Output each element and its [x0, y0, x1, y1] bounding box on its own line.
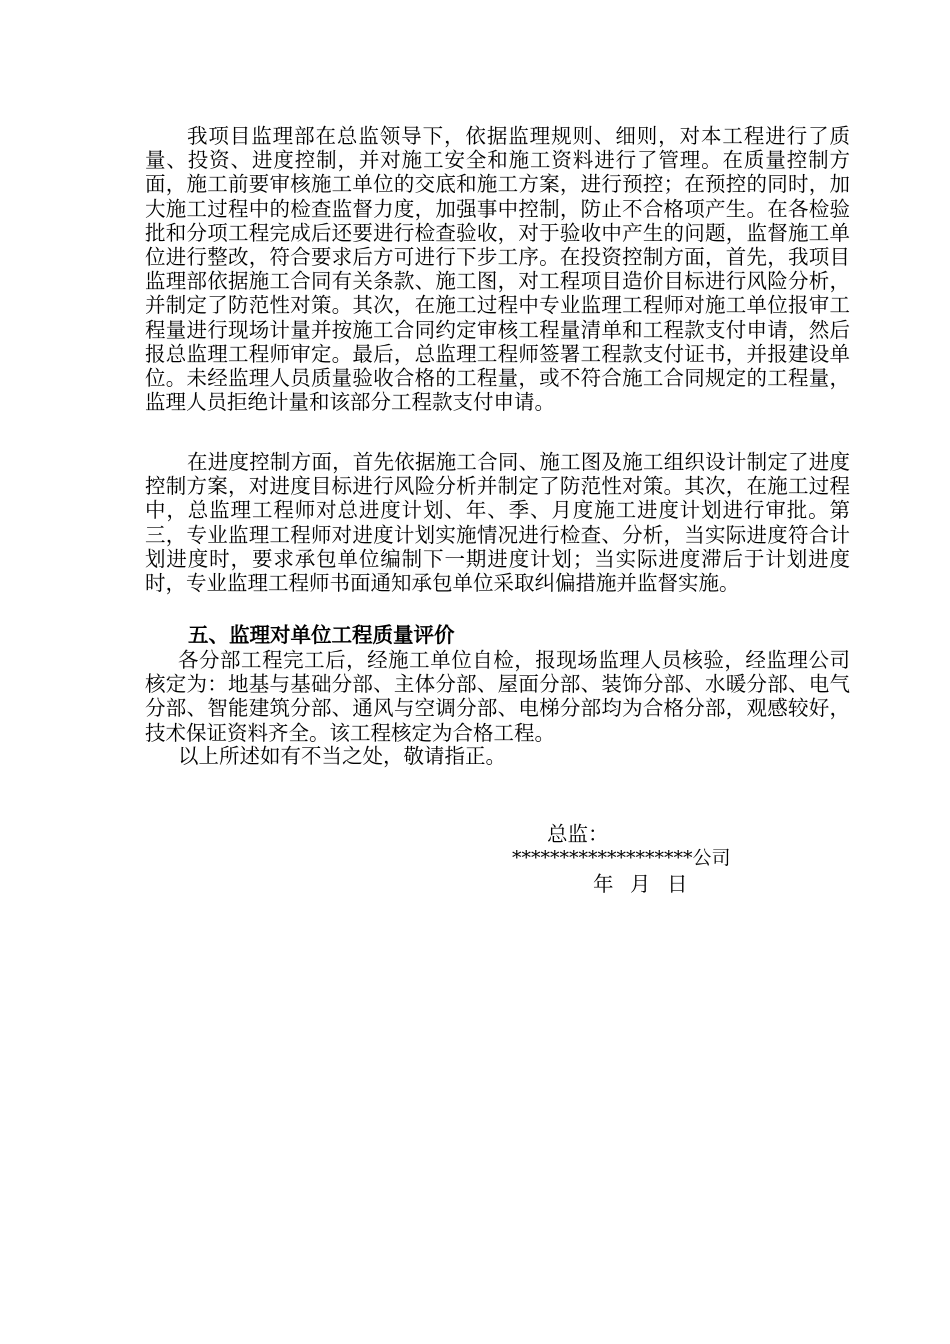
paragraph-quality-evaluation: 各分部工程完工后，经施工单位自检，报现场监理人员核验，经监理公司核定为：地基与基础分部、主体分部、屋面分部、装饰分部、水暖分部、电气分部、智能建筑分部、通风与空调分部、电梯分部均为合格分部，观感较好，技术保证资料齐全。该工程核定为合格工程。 — [145, 648, 850, 745]
paragraph-quality-investment-control: 我项目监理部在总监领导下，依据监理规则、细则，对本工程进行了质量、投资、进度控制，并对施工安全和施工资料进行了管理。在质量控制方面，施工前要审核施工单位的交底和施工方案，进行预控；在预控的同时，加大施工过程中的检查监督力度，加强事中控制，防止不合格项产生。在各检验批和分项工程完成后还要进行检查验收，对于验收中产生的问题，监督施工单位进行整改，符合要求后方可进行下步工序。在投资控制方面，首先，我项目监理部依据施工合同有关条款、施工图，对工程项目造价目标进行风险分析，并制定了防范性对策。其次，在施工过程中专业监理工程师对施工单位报审工程量进行现场计量并按施工合同约定审核工程量清单和工程款支付申请，然后报总监理工程师审定。最后，总监理工程师签署工程款支付证书，并报建设单位。未经监理人员质量验收合格的工程量，或不符合施工合同规定的工程量，监理人员拒绝计量和该部分工程款支付申请。 — [145, 124, 850, 415]
signature-company: *******************公司 — [512, 847, 731, 869]
paragraph-closing-remark: 以上所述如有不当之处，敬请指正。 — [178, 744, 506, 768]
section-heading-quality-evaluation: 五、监理对单位工程质量评价 — [188, 623, 455, 647]
signature-date: 年 月 日 — [593, 872, 688, 896]
signature-chief-supervisor: 总监： — [547, 822, 609, 846]
paragraph-schedule-control: 在进度控制方面，首先依据施工合同、施工图及施工组织设计制定了进度控制方案，对进度目标进行风险分析并制定了防范性对策。其次，在施工过程中，总监理工程师对总进度计划、年、季、月度施工进度计划进行审批。第三，专业监理工程师对进度计划实施情况进行检查、分析，当实际进度符合计划进度时，要求承包单位编制下一期进度计划；当实际进度滞后于计划进度时，专业监理工程师书面通知承包单位采取纠偏措施并监督实施。 — [145, 450, 850, 596]
